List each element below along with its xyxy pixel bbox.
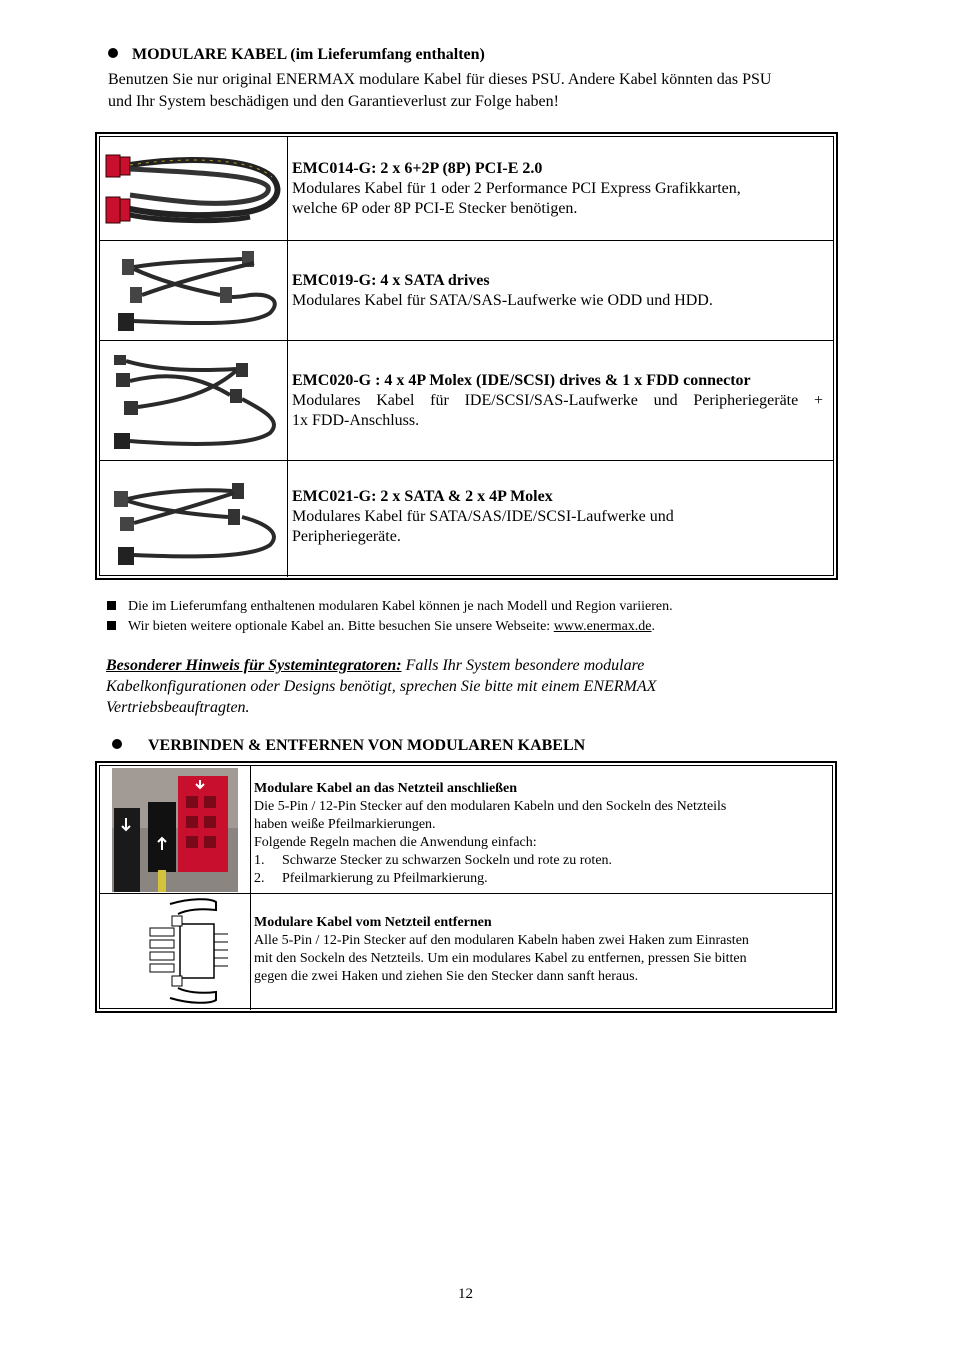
intro-text: Benutzen Sie nur original ENERMAX modulare Kabel für dieses PSU. Andere Kabel könnten das PSU und Ihr System beschädigen und den Garantieverlust zur Folge haben! (108, 71, 772, 110)
bullet-square-icon (107, 601, 116, 610)
sata-molex-cable-icon (100, 461, 288, 577)
system-integrator-note: Besonderer Hinweis für Systemintegratoren: Falls Ihr System besondere modulare Kabelkonfigurationen oder Designs benötigt, sprechen Sie bitte mit einem ENERMAX Vertriebsbeauftragten. (106, 657, 657, 716)
pci-e-cable-icon (100, 137, 288, 240)
molex-cable-icon (100, 341, 288, 460)
connector-hook-diagram-icon (100, 894, 250, 1009)
section-heading-modular-cables: MODULARE KABEL (im Lieferumfang enthalten) (108, 46, 485, 64)
cable-row: EMC019-G: 4 x SATA drives Modulares Kabel für SATA/SAS-Laufwerke wie ODD und HDD. (100, 241, 833, 341)
bullet-dot-icon (112, 739, 122, 749)
enermax-website-link[interactable]: www.enermax.de (553, 619, 652, 634)
cable-table (95, 132, 838, 580)
connect-remove-table (95, 761, 837, 1013)
bullet-square-icon (107, 621, 116, 630)
connect-row: Modulare Kabel an das Netzteil anschließen Die 5-Pin / 12-Pin Stecker auf den modularen Kabeln und den Sockeln des Netzteils haben weiße Pfeilmarkierungen. Folgende Regeln machen die Anwendung einfach: 1. Schwarze Stecker zu schwarzen Sockeln und rote zu roten. 2. Pfeilmarkierung zu Pfeilmarkierung. (100, 766, 832, 894)
note-item: Die im Lieferumfang enthaltenen modularen Kabel können je nach Modell und Region variieren. (107, 597, 673, 617)
sata-cable-icon (100, 241, 288, 340)
page-number: 12 (458, 1286, 473, 1302)
note-item: Wir bieten weitere optionale Kabel an. Bitte besuchen Sie unsere Webseite: www.enermax.de. (107, 617, 655, 637)
section-heading-connect-remove: VERBINDEN & ENTFERNEN VON MODULAREN KABELN (112, 737, 585, 755)
cable-row: EMC020-G : 4 x 4P Molex (IDE/SCSI) drives & 1 x FDD connector Modulares Kabel für IDE/SCSI/SAS-Laufwerke und Peripheriegeräte + 1x FDD-Anschluss. (100, 341, 833, 461)
cable-row: EMC021-G: 2 x SATA & 2 x 4P Molex Modulares Kabel für SATA/SAS/IDE/SCSI-Laufwerke und Peripheriegeräte. (100, 461, 833, 577)
connector-photo-icon (100, 766, 250, 893)
bullet-dot-icon (108, 48, 118, 58)
remove-row: Modulare Kabel vom Netzteil entfernen Alle 5-Pin / 12-Pin Stecker auf den modularen Kabeln haben zwei Haken zum Einrasten mit den Sockeln des Netzteils. Um ein modulares Kabel zu entfernen, pressen Sie bitten gegen die zwei Haken und ziehen Sie den Stecker dann sanft heraus. (100, 894, 832, 1010)
cable-row: EMC014-G: 2 x 6+2P (8P) PCI-E 2.0 Modulares Kabel für 1 oder 2 Performance PCI Express Grafikkarten, welche 6P oder 8P PCI-E Stecker benötigen. (100, 137, 833, 241)
